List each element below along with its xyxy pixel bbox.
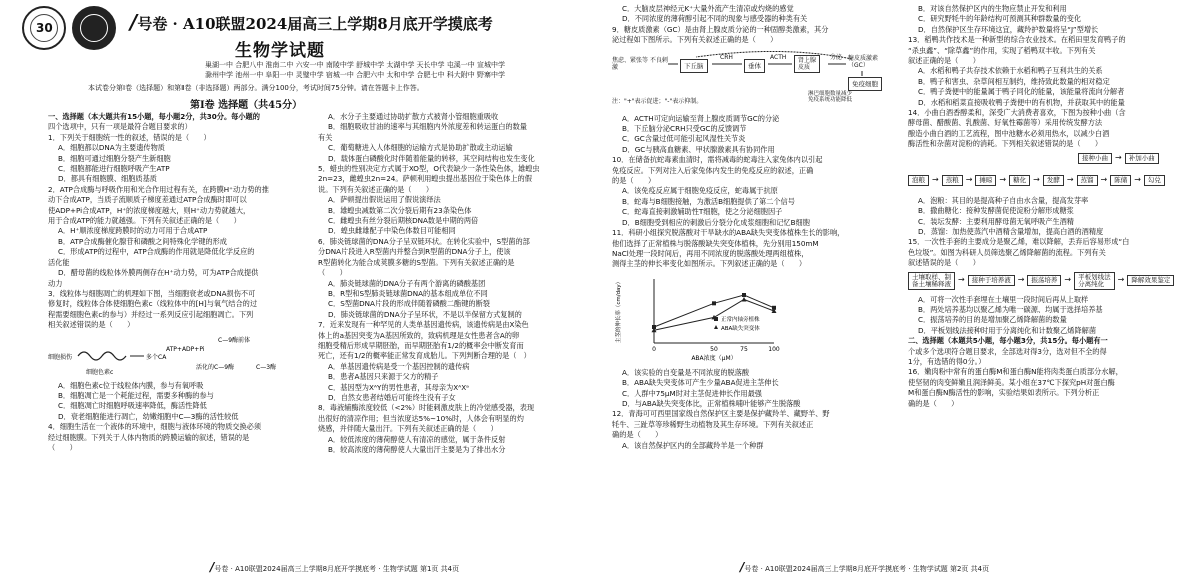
text-line: 1．下列关于细胞统一性的叙述，错误的是（ ） bbox=[48, 132, 211, 142]
flow-arrow-icon: → bbox=[965, 174, 973, 184]
text-line: A．可将一次性手套埋在土壤里一段时间后再从上取样 bbox=[918, 294, 1089, 304]
flow-step: 土壤取样、制 备土壤稀释液 bbox=[908, 272, 955, 290]
page-footer-1: /号卷 · A10联盟2024届高三上学期8月底开学摸底考 · 生物学试题 第1页 共4页 bbox=[210, 560, 460, 574]
flow-arrow-icon: → bbox=[1117, 275, 1125, 285]
mitochondria-shape bbox=[78, 352, 126, 360]
x-tick-label: 0 bbox=[652, 345, 656, 353]
school-logos bbox=[22, 6, 122, 56]
questions-9-11 bbox=[612, 114, 902, 270]
text-line: 7．近来发现有一种罕见的人类单基因遗传病，该遗传病是由X染色 bbox=[318, 320, 529, 330]
school-list: 巢湖一中 合肥八中 淮南二中 六安一中 南陵中学 舒城中学 太湖中学 天长中学 屯溪一中 宣城中学 滁州中学 池州一中 阜阳一中 灵璧中学 宿城一中 合肥六中 太和中学 合肥七中 科大附中 野寨中学 bbox=[204, 61, 506, 79]
text-line: B．ATP合成酶催化腺苷和磷酸之间特殊化学键的形成 bbox=[58, 236, 227, 246]
text-line: D．蝗虫雌雄配子中染色体数目可能相同 bbox=[328, 226, 456, 236]
figure-apoptosis bbox=[48, 334, 306, 378]
text-line: 4．细胞生活在一个液体的环境中，细胞与液体环境的物质交换必须 bbox=[48, 422, 262, 432]
text-line: A．H⁺顺浓度梯度跨膜时的动力可用于合成ATP bbox=[58, 226, 208, 236]
text-line: 活化能 bbox=[48, 257, 70, 267]
text-line: D．自然保护区生存环境这宜，藏羚护数量将呈“J”型增长 bbox=[918, 24, 1099, 34]
text-line: B．细胞吸收甘油的速率与其细胞内外浓度差和转运蛋白的数量 bbox=[328, 122, 527, 132]
x-axis-label: ABA浓度（μM） bbox=[691, 354, 737, 362]
flow-step: 发酵 bbox=[1043, 175, 1064, 186]
flow-arrow-icon: → bbox=[958, 275, 965, 285]
questions-3-4 bbox=[48, 381, 306, 454]
text-line: 用于合成ATP的能力就越强。下列有关叙述正确的是（ ） bbox=[48, 216, 241, 226]
text-line: D．衰老细胞能进行凋亡，幼嫩细胞中C—3酶的活性较低 bbox=[58, 411, 239, 421]
questions-4-8 bbox=[318, 112, 588, 455]
flow-arrow-icon: → bbox=[1115, 152, 1122, 162]
svg-text:活化的C—9酶: 活化的C—9酶 bbox=[196, 363, 235, 371]
flow-arrow-icon: → bbox=[1100, 174, 1108, 184]
flow-step: 蒸粮 bbox=[942, 175, 963, 186]
text-line: C．振荡培养的目的是增加聚乙烯降解菌的数量 bbox=[918, 315, 1067, 325]
text-line: 烧感，并伴随大量出汗。下列有关叙述正确的是（ ） bbox=[318, 424, 498, 434]
text-line: 经过细胞膜。下列关于人体内物质的跨膜运输的叙述，错误的是 bbox=[48, 432, 250, 442]
flow-step: 泡粮 bbox=[908, 175, 929, 186]
text-line: D．肺炎链球菌的DNA分子呈环状，不是以半保留方式复制的 bbox=[328, 309, 522, 319]
text-line: 牦牛、三趾草等珍稀野生动植物及其生存环境。下列有关叙述正 bbox=[612, 419, 814, 429]
text-line: 确的是（ ） bbox=[612, 430, 663, 440]
text-line: D．载体蛋白磷酸化时伴随着能量的转移，其空间结构也发生变化 bbox=[328, 153, 535, 163]
text-line: A．单基因遗传病是受一个基因控制的遗传病 bbox=[328, 361, 470, 371]
text-line: A．细胞都以DNA为主要遗传物质 bbox=[58, 143, 165, 153]
flow-step: 陈储 bbox=[1110, 175, 1131, 186]
text-line: B．ABA缺失突变体可产生少量ABA促进主茎伸长 bbox=[622, 378, 779, 388]
text-line: A．该实验的自变量是不同浓度的脱落酸 bbox=[622, 367, 750, 377]
text-line: 16．嫩肉粉中常有的蛋白酶M和蛋白酶N能将肉类蛋白质部分水解， bbox=[908, 367, 1123, 377]
text-line: B．细胞可通过细胞分裂产生新细胞 bbox=[58, 153, 171, 163]
questions-1-3 bbox=[48, 112, 306, 331]
fig9-hypothalamus: 下丘脑 bbox=[680, 59, 708, 73]
column-2 bbox=[318, 112, 588, 552]
x-tick-label: 50 bbox=[710, 345, 718, 353]
text-line: A．萨顿提出假说运用了假说演绎法 bbox=[328, 195, 441, 205]
fig9-stimulus: 焦虑、紧张等 不良刺激 bbox=[612, 56, 668, 71]
svg-text:细胞色素c: 细胞色素c bbox=[86, 368, 114, 376]
flow-arrow-icon: → bbox=[1134, 174, 1141, 184]
page-footer-2: /号卷 · A10联盟2024届高三上学期8月底开学摸底考 · 生物学试题 第2页 共4页 bbox=[740, 560, 990, 574]
y-axis-label: 主茎的伸长率（cm/day） bbox=[616, 278, 622, 343]
text-line: 使ADP+Pi合成ATP，H⁺的浓度梯度越大，则H⁺动力势就越大， bbox=[48, 205, 251, 215]
questions-15-16 bbox=[908, 295, 1192, 409]
text-line: 四个选项中，只有一项是最符合题目要求的） bbox=[48, 122, 192, 132]
text-line: 动下合成ATP，当质子流顺质子梯度差通过ATP合成酶时即可以 bbox=[48, 195, 247, 205]
text-line: 动力 bbox=[48, 278, 63, 288]
text-line: D．GC与胰高血糖素、甲状腺激素具有协同作用 bbox=[622, 144, 775, 154]
flow-step: 摊晾 bbox=[975, 175, 996, 186]
x-tick-label: 100 bbox=[768, 345, 780, 353]
aba-line-chart bbox=[612, 273, 812, 365]
flow-arrow-icon: → bbox=[999, 174, 1007, 184]
text-line: 免疫反应。下列对注入后家兔体内发生的免疫反应的叙述，正确 bbox=[612, 165, 814, 175]
text-line: A．该免疫反应属于细胞免疫反应，蛇毒属于抗原 bbox=[622, 186, 778, 196]
legend-label: ABA缺失突变体 bbox=[721, 325, 760, 332]
text-line: 个或多个选项符合题目要求，全部选对得3分，选对但不全的得 bbox=[908, 346, 1107, 356]
text-line: “杀虫鑫”、“除草鑫”的作用，实现了稻鸭双丰收。下列有关 bbox=[908, 45, 1096, 55]
text-line: D．与ABA缺失突变体比，正常植株哺叶能够产生脱落酸 bbox=[622, 398, 801, 408]
text-line: C．大脑皮层神经元K⁺大量外流产生清凉或灼烧的感觉 bbox=[622, 4, 794, 13]
exam-brand: /号卷 · A10联盟2024届高三上学期8月底开学摸底考 bbox=[130, 10, 493, 34]
text-line: 的是（ ） bbox=[612, 176, 656, 186]
text-line: NaCl处理一段时间后，再用不同浓度的脱落酸处理两组植株， bbox=[612, 248, 809, 258]
text-line: 一、选择题（本大题共有15小题，每小题2分，共30分。每小题的 bbox=[48, 112, 260, 121]
text-line: 有关 bbox=[318, 132, 333, 142]
figure-aba-chart bbox=[612, 273, 902, 365]
text-line: 细胞受精后形成早期胚胎，而早期胚胎有1/2的概率会中断发育而 bbox=[318, 340, 524, 350]
text-line: B．对该自然保护区内的生物应禁止开发和利用 bbox=[918, 4, 1067, 13]
svg-text:ATP+ADP+Pi: ATP+ADP+Pi bbox=[166, 345, 205, 353]
text-line: C．葡萄糖进入人体细胞的运输方式是协助扩散或主动运输 bbox=[328, 143, 513, 153]
text-line: 3．线粒体与细胞凋亡的机理如下图，当细胞衰老或DNA损伤不可 bbox=[48, 288, 256, 298]
text-line: D．蒸馏：加热使蒸汽中酒精含量增加，提高白酒的酒精度 bbox=[918, 226, 1104, 236]
text-line: 说。下列有关叙述正确的是（ ） bbox=[318, 184, 434, 194]
text-line: 修复时，线粒体合体使细胞色素c（线粒体中的[H]与氧气结合的过 bbox=[48, 299, 258, 309]
fig9-arrows bbox=[612, 49, 902, 111]
text-line: 叙述错误的是（ ） bbox=[908, 258, 980, 268]
fig9-legend: 注："+"表示促进；"-"表示抑制。 bbox=[612, 97, 703, 105]
text-line: 出很好的清凉作用；但当浓度达5%~10%时，人体会有明显的灼 bbox=[318, 413, 524, 423]
text-line: C．基因型为XᴬY的男性患者，其母亲为XᴬXᵃ bbox=[328, 382, 470, 392]
figure-degrader-screening bbox=[908, 272, 1192, 292]
text-line: 1分，有选错的得0分。） bbox=[908, 356, 986, 366]
text-line: C．细胞凋亡时细胞呼吸速率降低，酶活性降低 bbox=[58, 401, 207, 411]
text-line: C．人群中75μM时对主茎促进伸长作用最强 bbox=[622, 388, 762, 398]
svg-text:C—9酶前体: C—9酶前体 bbox=[218, 336, 251, 344]
fig9-adrenal: 肾上腺 皮质 bbox=[794, 55, 820, 73]
figure-liquor-process bbox=[908, 153, 1192, 193]
text-line: 他们选择了正常植株与脱落酸缺失突变体植株，先分别用150mM bbox=[612, 238, 819, 248]
text-line: C．装坛发酵：主要利用酵母菌无氧呼吸产生酒精 bbox=[918, 216, 1074, 226]
svg-text:C—3酶: C—3酶 bbox=[256, 363, 277, 371]
exam-header bbox=[0, 0, 600, 122]
text-line: B．下丘脑分泌CRH只受GC的反馈调节 bbox=[622, 124, 747, 134]
text-line: 8．毒液辅酶浓度较低（<2%）时能刺激皮肤上的冷觉感受器，表现 bbox=[318, 403, 535, 413]
text-line: 叙述正确的是（ ） bbox=[908, 56, 980, 66]
exam-instructions: 本试卷分第Ⅰ卷（选择题）和第Ⅱ卷（非选择题）两部分。满分100分，考试时间75分钟。请在答题卡上作答。 bbox=[88, 84, 424, 92]
flow-step: 糖化 bbox=[1009, 175, 1030, 186]
questions-12-14 bbox=[908, 4, 1192, 150]
text-line: B．雄蝗虫减数第二次分裂后期有23条染色体 bbox=[328, 205, 472, 215]
text-line: B．细胞凋亡是一个耗能过程，需要多种酶的参与 bbox=[58, 390, 214, 400]
text-line: 二、选择题（本题共5小题，每小题3分，共15分。每小题有一 bbox=[908, 336, 1108, 346]
flow-arrow-icon: → bbox=[1033, 174, 1040, 184]
text-line: B．鸭子和害虫、杂草间相互制约，维持致此数量的相对稳定 bbox=[918, 76, 1110, 86]
text-line: 14．小曲白酒香醇柔和，深受广大消费者喜欢，下图为按种小曲（含 bbox=[908, 108, 1126, 118]
text-line: 体上的a基因突变为A基因所致的，致病机理是女性患者含A的卵 bbox=[318, 330, 520, 340]
exam-page-2 bbox=[600, 0, 1200, 578]
fig9-pituitary: 垂体 bbox=[744, 59, 765, 73]
fig15-flow bbox=[908, 272, 1192, 290]
flow-step: 蒸馏 bbox=[1077, 175, 1098, 186]
text-line: 分DNA片段进入R型菌内并整合到R型菌的DNA分子上，使该 bbox=[318, 247, 511, 257]
text-line: 15．一次性手套的主要成分是聚乙烯，难以降解，丢弃后容易形成“白 bbox=[908, 237, 1130, 247]
text-line: 10．在储备抗蛇毒素血清时，需将减毒的蛇毒注入家兔体内以引起 bbox=[612, 155, 823, 165]
flow-arrow-icon: → bbox=[932, 174, 939, 184]
publisher-logo-icon bbox=[72, 6, 116, 50]
flow-step: 接种于培养液 bbox=[968, 275, 1015, 286]
text-line: D．不同浓度的薄荷醇引起不同的现象与感受器的种类有关 bbox=[622, 14, 808, 24]
text-line: 13．稻鸭共作技术是一种新型的综合农业技术。在稻田里发育鸭子的 bbox=[908, 35, 1126, 45]
text-line: C．细胞都能进行细胞呼吸产生ATP bbox=[58, 164, 170, 174]
flow-step: 平板划线法 分离纯化 bbox=[1074, 272, 1115, 290]
text-line: 程需要细胞色素c的参与）并经过一系列反应引起细胞凋亡。下列 bbox=[48, 309, 254, 319]
flow-arrow-icon: → bbox=[1064, 275, 1072, 285]
text-line: A．ACTH可定向运输至肾上腺皮质调节GC的分泌 bbox=[622, 113, 780, 123]
fig14-top-row bbox=[1078, 153, 1159, 164]
section-title: 第Ⅰ卷 选择题（共45分） bbox=[190, 100, 303, 111]
text-line: （ ） bbox=[318, 268, 347, 278]
data-point bbox=[712, 301, 716, 305]
text-line: A．该自然保护区内的全部藏羚羊是一个种群 bbox=[622, 440, 764, 450]
text-line: 相关叙述错误的是（ ） bbox=[48, 320, 135, 330]
text-line: B．撒曲糖化：接种发酵菌促使淀粉分解形成糖浆 bbox=[918, 206, 1074, 216]
text-line: B．R型和S型肺炎链球菌DNA的基本组成单位不同 bbox=[328, 288, 488, 298]
school-seal-icon: 30 bbox=[22, 6, 66, 50]
text-line: A．细胞色素c位于线粒体内膜，参与有氧呼吸 bbox=[58, 380, 204, 390]
text-line: 9．糖皮质激素（GC）是由肾上腺皮质分泌的一种固醇类激素，其分 bbox=[612, 24, 829, 34]
text-line: D．都具有细胞膜、细胞质基质 bbox=[58, 174, 157, 184]
text-line: 泌过程如下图所示。下列有关叙述正确的是（ ） bbox=[612, 35, 778, 45]
text-line: C．雌蝗虫有丝分裂后期核DNA数是中期的两倍 bbox=[328, 216, 479, 226]
text-line: 色垃圾”。如图为科研人员筛选聚乙烯降解菌的流程。下列有关 bbox=[908, 247, 1106, 257]
text-line: R型菌转化为能合成荚膜多糖的S型菌。下列有关叙述正确的是 bbox=[318, 257, 515, 267]
text-line: M和蛋白酶N酶活性的影响，实验结果如表所示。下列分析正 bbox=[908, 388, 1100, 398]
text-line: C．形成ATP的过程中，ATP合成酶的作用就是降低化学反应的 bbox=[58, 247, 255, 257]
text-line: B．两处培养基均以聚乙烯为唯一碳源、均属于选择培养基 bbox=[918, 304, 1103, 314]
text-line: D．醋母菌的线粒体外膜两侧存在H⁺动力势，可为ATP合成提供 bbox=[58, 268, 259, 278]
text-line: 确的是（ ） bbox=[908, 398, 959, 408]
text-line: A．较低浓度的薄荷醇使人有清凉的感觉，属于条件反射 bbox=[328, 434, 506, 444]
fig9-immune-cell: 免疫细胞 bbox=[848, 77, 882, 91]
text-line: 死亡，还有1/2的概率能正常发育成胎儿。下列判断合理的是（ ） bbox=[318, 351, 531, 361]
flow-step: 振荡培养 bbox=[1027, 275, 1061, 286]
text-line: D．水稻和稻菜直接吸收鸭子粪便中的有机物，并获取其中的能量 bbox=[918, 97, 1125, 107]
text-line: 酿造小曲白酒的工艺流程，图中池糖水必须用热水，以减少白酒 bbox=[908, 128, 1110, 138]
text-line: D．B细胞受到相应的刺激后分裂分化成浆细胞和记忆B细胞 bbox=[622, 217, 810, 227]
column-3 bbox=[612, 4, 902, 550]
text-line: 12．青海可可西里国家级自然保护区主要是保护藏羚羊、藏野羊、野 bbox=[612, 409, 830, 419]
legend-marker bbox=[714, 325, 718, 329]
text-line: 使坚韧的肉变鲜嫩且润泽鲜美。某小组在37℃下探究pH对蛋白酶 bbox=[908, 377, 1115, 387]
figure-gc-regulation: 焦虑、紧张等 不良刺激 下丘脑 CRH 垂体 ACTH 肾上腺 皮质 分泌 糖皮质激素 （GC） 免疫细胞 淋巴细胞数量减少 免疫系统功能降低 注："+"表示促进；"-"表示抑制。 bbox=[612, 49, 902, 111]
svg-text:多个CA: 多个CA bbox=[146, 353, 167, 361]
flow-arrow-icon: → bbox=[1017, 275, 1025, 285]
text-line: C．蛇毒直接刺激辅助性T细胞，使之分泌细胞因子 bbox=[622, 207, 783, 217]
text-line: A．肺炎链球菌的DNA分子有两个游离的磷酸基团 bbox=[328, 278, 486, 288]
text-line: 6．肺炎链球菌的DNA分子呈双链环状。在转化实验中，S型菌的部 bbox=[318, 236, 530, 246]
column-1 bbox=[48, 112, 306, 552]
text-line: C．研究野牦牛的年龄结构可预测其种群数量的变化 bbox=[918, 14, 1082, 24]
fig9-gc: 糖皮质激素 （GC） bbox=[848, 54, 879, 69]
text-line: C．鸭子粪便中的能量属于鸭子同化的能量，该能量将流向分解者 bbox=[918, 87, 1125, 97]
fig9-feedback-arrow bbox=[696, 51, 852, 59]
flow-step: 接种小曲 bbox=[1078, 153, 1112, 164]
flow-step: 补加小曲 bbox=[1125, 153, 1159, 164]
column-4 bbox=[908, 4, 1192, 550]
x-tick-label: 75 bbox=[740, 345, 748, 353]
text-line: B．较高浓度的薄荷醇使人大量出汗主要是为了排出水分 bbox=[328, 445, 506, 454]
text-line: A．水分子主要通过协助扩散方式被肾小管细胞重吸收 bbox=[328, 112, 499, 121]
text-line: 5．蜡虫的性别决定方式属于XO型，O代表缺少一条性染色体，雄蝗虫 bbox=[318, 164, 540, 174]
legend-label: 正常内轴旁植株 bbox=[721, 316, 760, 323]
fig14-flow bbox=[908, 175, 1165, 186]
text-line: B．患者A基因只来源于父方的精子 bbox=[328, 372, 439, 382]
text-line: C．GC含量过低可能引起风湿性关节炎 bbox=[622, 134, 746, 144]
text-line: C．S型菌DNA片段的形成伴随着磷酸二酯键的断裂 bbox=[328, 299, 490, 309]
text-line: 酶活性和杂菌对淀粉的消耗。下列相关叙述错误的是（ ） bbox=[908, 139, 1103, 149]
text-line: A．水稻和鸭子共存技术依赖于水稻和鸭子互利共生的关系 bbox=[918, 66, 1103, 76]
text-line: 11．科研小组探究脱落酸对干旱缺水的ABA缺失突变体植株生长的影响， bbox=[612, 228, 845, 238]
questions-8-9 bbox=[612, 4, 902, 46]
text-line: D．平板划线法接种时用于分离纯化和计数聚乙烯降解菌 bbox=[918, 325, 1097, 335]
questions-11-12 bbox=[612, 368, 902, 451]
text-line: 测得主茎的伸长率变化如图所示。下列叙述正确的是（ ） bbox=[612, 259, 807, 269]
flow-step: 降解效果鉴定 bbox=[1127, 275, 1174, 286]
text-line: 酵母菌、醋酸菌、乳酸菌、好氧性霉菌等）采用传统发酵方法 bbox=[908, 118, 1103, 128]
flow-arrow-icon: → bbox=[1066, 174, 1074, 184]
page-title: 生物学试题 bbox=[235, 41, 325, 61]
text-line: A．泡粮：其目的是提高种子自由水含量，提高发芽率 bbox=[918, 195, 1089, 205]
apoptosis-diagram bbox=[48, 334, 306, 378]
text-line: B．蛇毒与B细胞接触，为激活B细胞提供了第二个信号 bbox=[622, 196, 795, 206]
data-point bbox=[742, 293, 746, 297]
text-line: （ ） bbox=[48, 442, 77, 452]
text-line: D．自然女患者结婚后可能终生没有子女 bbox=[328, 392, 456, 402]
text-line: 2n=23，雌蝗虫2n=24。萨顿利用蝗虫提出基因位于染色体上的假 bbox=[318, 174, 532, 184]
flow-step: 勾兑 bbox=[1144, 175, 1165, 186]
fig3-label-left: 细胞损伤 bbox=[48, 353, 73, 361]
questions-14-15 bbox=[908, 196, 1192, 269]
text-line: 2．ATP合成酶与呼吸作用和光合作用过程有关，在跨膜H⁺动力势的推 bbox=[48, 184, 269, 194]
data-point bbox=[742, 297, 747, 302]
